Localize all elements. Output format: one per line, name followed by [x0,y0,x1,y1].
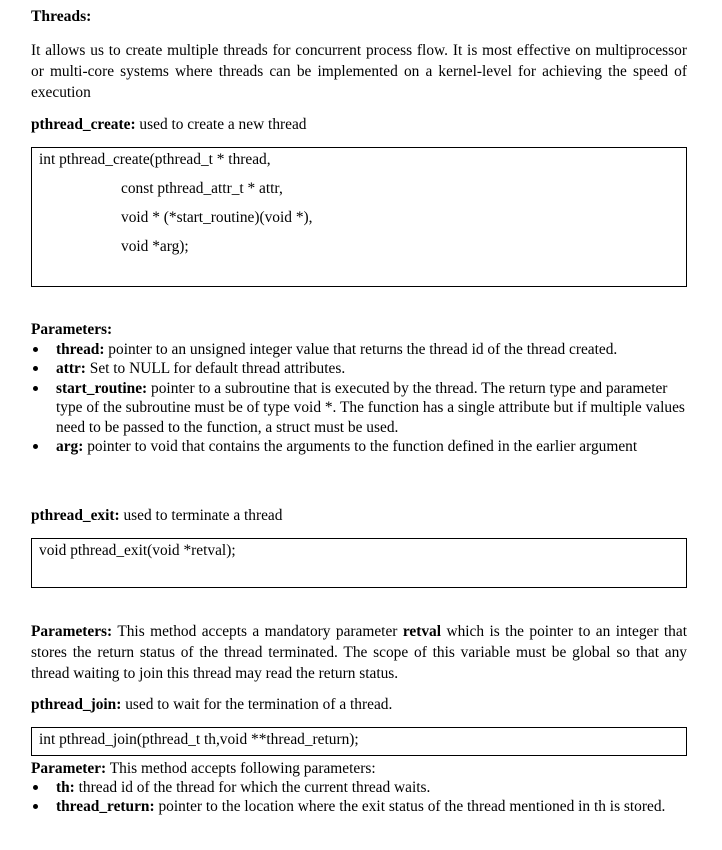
list-item [31,379,691,437]
pthread-exit-name: pthread_exit: [31,507,120,524]
list-item [31,778,691,797]
list-item [31,797,691,816]
pthread-create-name: pthread_create: [31,116,136,133]
pthread-exit-code: void pthread_exit(void *retval); [39,542,236,559]
retval-term: retval [402,623,442,640]
threads-intro-paragraph: It allows us to create multiple threads for concurrent process flow. It is most effective on multiprocessor or multi-core systems where threads can be implemented on a kernel-level for achieving the speed of execution [31,42,687,101]
param-name: attr: [56,360,86,378]
pthread-exit-code-box [31,538,687,588]
list-item [31,340,691,359]
param-name: th: [56,779,75,796]
bullet-icon [33,386,38,391]
section-title-threads: Threads: [31,8,92,25]
pthread-exit-heading [31,506,282,526]
pthread-join-heading [31,695,392,715]
param-text: pointer to a subroutine that is executed by the thread. The return type and parameter type of the subroutine must be of type void *. The function has a single attribute but if multiple values need to be passed to the function, a struct must be used. [56,379,685,436]
code-line-4: void *arg); [121,238,189,255]
pthread-create-heading [31,115,307,135]
pthread-join-code-box [31,727,687,756]
list-item [31,437,691,456]
pthread-join-params-intro [31,759,376,779]
code-line-2: const pthread_attr_t * attr, [121,180,283,197]
bullet-icon [33,347,38,352]
pthread-exit-params-paragraph [31,621,687,684]
param-name: arg: [56,438,84,456]
pthread-join-desc: used to wait for the termination of a thread. [121,696,393,713]
code-line-3: void * (*start_routine)(void *), [121,209,313,226]
pthread-join-params-list [31,778,691,817]
param-name: thread_return: [56,798,155,816]
list-item [31,359,691,378]
param-name: thread: [56,341,105,358]
param-text: pointer to an unsigned integer value that returns the thread id of the thread created. [104,341,618,358]
param-text: thread id of the thread for which the current thread waits. [74,779,431,796]
bullet-icon [33,804,38,809]
params-title: Parameters: [31,623,113,640]
params-text-rest: which is the pointer to an integer that stores the return status of the thread terminated. The scope of this variable must be global so that any thread waiting to join this thread may read the return status. [31,623,687,682]
pthread-join-name: pthread_join: [31,696,122,713]
pthread-create-params-title: Parameters: [31,321,113,338]
param-name: start_routine: [56,379,148,397]
param-text: pointer to the location where the exit status of the thread mentioned in th is stored. [154,798,666,816]
params-intro-text: This method accepts following parameters: [106,760,376,777]
bullet-icon [33,785,38,790]
param-text: Set to NULL for default thread attributes. [85,360,346,378]
params-title: Parameter: [31,760,107,777]
pthread-create-code-box [31,147,687,287]
pthread-create-params-list [31,340,691,456]
params-text: This method accepts a mandatory parameter [112,623,403,640]
pthread-exit-desc: used to terminate a thread [119,507,283,524]
code-line-1: int pthread_create(pthread_t * thread, [39,151,271,168]
pthread-join-code: int pthread_join(pthread_t th,void **thread_return); [39,731,359,748]
param-text: pointer to void that contains the arguments to the function defined in the earlier argument [83,438,638,456]
bullet-icon [33,366,38,371]
pthread-create-desc: used to create a new thread [135,116,307,133]
bullet-icon [33,444,38,449]
